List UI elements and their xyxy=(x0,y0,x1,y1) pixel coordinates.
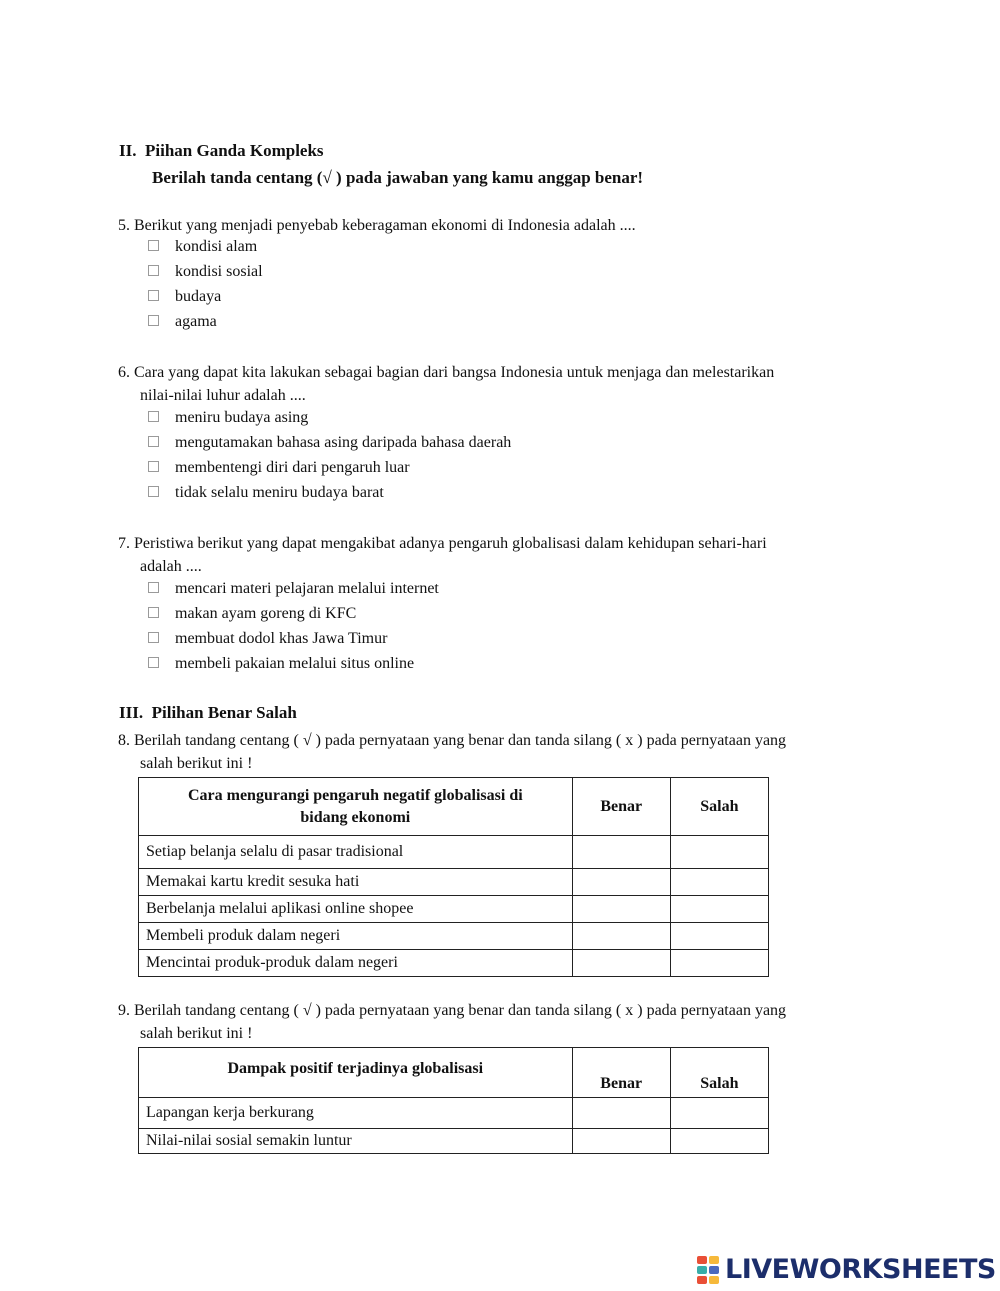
table-row xyxy=(139,1098,769,1129)
logo-block xyxy=(697,1266,707,1274)
q9-header-salah: Salah xyxy=(670,1048,768,1098)
checkbox[interactable] xyxy=(148,582,159,593)
table-row xyxy=(139,869,769,896)
logo-block xyxy=(697,1256,707,1264)
q9-statement: Lapangan kerja berkurang xyxy=(139,1098,573,1129)
checkbox[interactable] xyxy=(148,265,159,276)
question-7: 7. Peristiwa berikut yang dapat mengakibat adanya pengaruh globalisasi dalam kehidupan sehari-hari xyxy=(118,535,767,552)
q8-header-salah: Salah xyxy=(670,778,768,836)
q9-header-statement: Dampak positif terjadinya globalisasi xyxy=(139,1048,573,1098)
question-9-cont: salah berikut ini ! xyxy=(140,1025,253,1042)
q9-table xyxy=(138,1047,769,1154)
q9-statement: Nilai-nilai sosial semakin luntur xyxy=(139,1129,573,1154)
section-2-instruction: Berilah tanda centang (√ ) pada jawaban yang kamu anggap benar! xyxy=(152,168,644,187)
logo-block xyxy=(697,1276,707,1284)
logo-block xyxy=(709,1256,719,1264)
table-row xyxy=(139,950,769,977)
checkbox[interactable] xyxy=(148,461,159,472)
option-q5-3[interactable]: budaya xyxy=(148,288,221,310)
question-8-cont: salah berikut ini ! xyxy=(140,755,253,772)
table-row xyxy=(139,923,769,950)
q8-statement: Memakai kartu kredit sesuka hati xyxy=(139,869,573,896)
q9-benar-cell[interactable] xyxy=(572,1129,670,1154)
q8-table xyxy=(138,777,769,977)
question-6: 6. Cara yang dapat kita lakukan sebagai bagian dari bangsa Indonesia untuk menjaga dan melestarikan xyxy=(118,364,775,381)
table-row xyxy=(139,1129,769,1154)
question-8: 8. Berilah tandang centang ( √ ) pada pernyataan yang benar dan tanda silang ( x ) pada pernyataan yang xyxy=(118,732,787,749)
option-q7-4[interactable]: membeli pakaian melalui situs online xyxy=(148,655,414,677)
q8-benar-cell[interactable] xyxy=(572,896,670,923)
table-row xyxy=(139,836,769,869)
checkbox[interactable] xyxy=(148,657,159,668)
logo-blocks-icon xyxy=(697,1256,723,1284)
q8-salah-cell[interactable] xyxy=(670,950,768,977)
q9-header-row xyxy=(139,1048,769,1098)
q9-salah-cell[interactable] xyxy=(670,1129,768,1154)
checkbox[interactable] xyxy=(148,411,159,422)
checkbox[interactable] xyxy=(148,486,159,497)
section-3-heading: III. Pilihan Benar Salah xyxy=(119,703,297,722)
checkbox[interactable] xyxy=(148,632,159,643)
q9-benar-cell[interactable] xyxy=(572,1098,670,1129)
logo-block xyxy=(709,1276,719,1284)
option-q5-4[interactable]: agama xyxy=(148,313,217,335)
q8-statement: Mencintai produk-produk dalam negeri xyxy=(139,950,573,977)
table-row xyxy=(139,896,769,923)
q8-benar-cell[interactable] xyxy=(572,869,670,896)
checkbox[interactable] xyxy=(148,315,159,326)
q8-statement: Membeli produk dalam negeri xyxy=(139,923,573,950)
q8-statement: Setiap belanja selalu di pasar tradisional xyxy=(139,836,573,869)
checkbox[interactable] xyxy=(148,240,159,251)
q8-salah-cell[interactable] xyxy=(670,923,768,950)
q8-benar-cell[interactable] xyxy=(572,950,670,977)
option-q6-4[interactable]: tidak selalu meniru budaya barat xyxy=(148,484,384,506)
option-q7-3[interactable]: membuat dodol khas Jawa Timur xyxy=(148,630,387,652)
q9-header-benar: Benar xyxy=(572,1048,670,1098)
question-6-cont: nilai-nilai luhur adalah .... xyxy=(140,387,306,404)
option-q6-2[interactable]: mengutamakan bahasa asing daripada bahasa daerah xyxy=(148,434,511,456)
q8-header-benar: Benar xyxy=(572,778,670,836)
option-q6-1[interactable]: meniru budaya asing xyxy=(148,409,308,431)
logo-text: LIVEWORKSHEETS xyxy=(725,1254,996,1285)
q9-salah-cell[interactable] xyxy=(670,1098,768,1129)
checkbox[interactable] xyxy=(148,436,159,447)
q8-salah-cell[interactable] xyxy=(670,836,768,869)
liveworksheets-logo xyxy=(697,1255,996,1285)
option-q6-3[interactable]: membentengi diri dari pengaruh luar xyxy=(148,459,410,481)
question-9: 9. Berilah tandang centang ( √ ) pada pernyataan yang benar dan tanda silang ( x ) pada pernyataan yang xyxy=(118,1002,787,1019)
question-7-cont: adalah .... xyxy=(140,558,202,575)
q8-statement: Berbelanja melalui aplikasi online shopee xyxy=(139,896,573,923)
option-q5-1[interactable]: kondisi alam xyxy=(148,238,257,260)
section-2-heading: II. Piihan Ganda Kompleks xyxy=(119,141,324,160)
q8-benar-cell[interactable] xyxy=(572,923,670,950)
checkbox[interactable] xyxy=(148,607,159,618)
question-5: 5. Berikut yang menjadi penyebab keberagaman ekonomi di Indonesia adalah .... xyxy=(118,217,636,234)
checkbox[interactable] xyxy=(148,290,159,301)
option-q5-2[interactable]: kondisi sosial xyxy=(148,263,263,285)
option-q7-2[interactable]: makan ayam goreng di KFC xyxy=(148,605,356,627)
logo-block xyxy=(709,1266,719,1274)
q8-benar-cell[interactable] xyxy=(572,836,670,869)
q8-salah-cell[interactable] xyxy=(670,869,768,896)
q8-header-row xyxy=(139,778,769,836)
option-q7-1[interactable]: mencari materi pelajaran melalui internet xyxy=(148,580,439,602)
q8-salah-cell[interactable] xyxy=(670,896,768,923)
q8-header-statement: Cara mengurangi pengaruh negatif globalisasi di bidang ekonomi xyxy=(139,778,573,836)
